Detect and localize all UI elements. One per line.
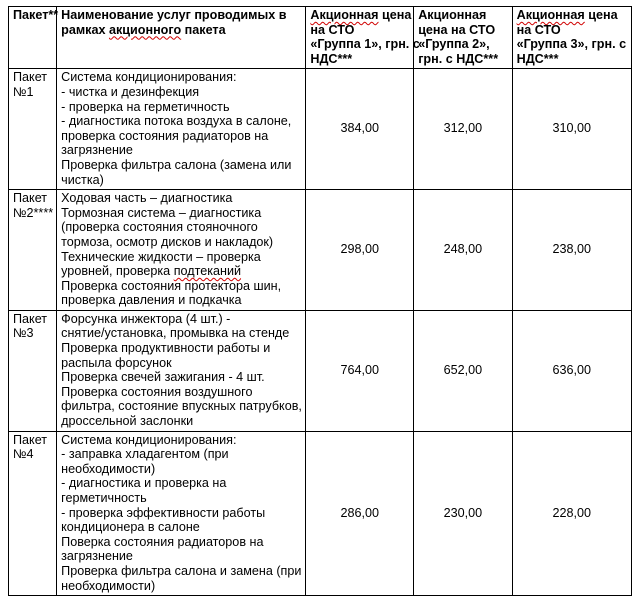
service-flagged-word: подтеканий bbox=[173, 264, 242, 279]
services-cell bbox=[57, 431, 306, 596]
package-cell bbox=[9, 190, 57, 311]
package-label: Пакет bbox=[13, 311, 48, 326]
service-line: необходимости) bbox=[61, 461, 156, 476]
service-line: Система кондиционирования: bbox=[61, 70, 237, 85]
service-line: - проверка на герметичность bbox=[61, 99, 230, 114]
service-line: Тормозная система – диагностика bbox=[61, 205, 262, 220]
header-group1 bbox=[306, 7, 420, 69]
service-line: - диагностика и проверка на bbox=[61, 476, 227, 491]
package-number: №3 bbox=[13, 326, 34, 341]
service-line: загрязнение bbox=[61, 143, 133, 158]
services-cell bbox=[57, 190, 306, 311]
price-group3: 310,00 bbox=[512, 69, 631, 190]
header-group1-line: НДС*** bbox=[310, 51, 353, 66]
price-group2: 652,00 bbox=[414, 310, 512, 431]
service-line bbox=[61, 264, 301, 279]
package-number: №2**** bbox=[13, 205, 54, 220]
package-cell bbox=[9, 431, 57, 596]
header-group3-flagged-word: Акционная bbox=[516, 8, 585, 22]
header-package bbox=[9, 7, 57, 69]
package-number: №4 bbox=[13, 447, 34, 462]
services-cell bbox=[57, 69, 306, 190]
service-line: дроссельной заслонки bbox=[61, 414, 194, 429]
price-group2: 312,00 bbox=[414, 69, 512, 190]
package-label: Пакет bbox=[13, 191, 48, 206]
header-group3-line: на СТО bbox=[516, 22, 561, 37]
header-group2-line: грн. с НДС*** bbox=[418, 51, 499, 66]
header-group3-text: цена bbox=[584, 8, 618, 22]
package-cell bbox=[9, 69, 57, 190]
table-row bbox=[9, 431, 632, 596]
package-number: №1 bbox=[13, 84, 34, 99]
header-group1-line: на СТО bbox=[310, 22, 355, 37]
header-services-flagged-word: акционного bbox=[108, 22, 182, 37]
price-group1: 764,00 bbox=[306, 310, 414, 431]
service-line: необходимости) bbox=[61, 578, 156, 593]
header-group1-flagged-word: Акционная bbox=[310, 8, 379, 22]
service-line: Проверка состояния воздушного bbox=[61, 384, 253, 399]
header-row bbox=[9, 7, 632, 69]
header-group3-line bbox=[517, 8, 627, 23]
price-group3: 228,00 bbox=[512, 431, 631, 596]
service-line: Поверка состояния радиаторов на bbox=[61, 534, 264, 549]
service-line: - чистка и дезинфекция bbox=[61, 84, 200, 99]
header-package-text: Пакет bbox=[13, 8, 49, 22]
package-cell bbox=[9, 310, 57, 431]
service-text: уровней, проверка bbox=[61, 264, 174, 279]
header-services-text: пакета bbox=[181, 22, 226, 37]
header-group3 bbox=[512, 7, 631, 69]
price-group2: 248,00 bbox=[414, 190, 512, 311]
pricing-table bbox=[8, 6, 632, 596]
service-line: Ходовая часть – диагностика bbox=[61, 191, 233, 206]
service-line: (проверка состояния стояночного bbox=[61, 220, 258, 235]
price-group1: 384,00 bbox=[306, 69, 414, 190]
header-services-text: рамках bbox=[61, 22, 109, 37]
service-line: фильтра, состояние впускных патрубков, bbox=[61, 399, 302, 414]
service-line: - заправка хладагентом (при bbox=[61, 447, 229, 462]
price-group1: 286,00 bbox=[306, 431, 414, 596]
service-line: загрязнение bbox=[61, 549, 133, 564]
header-group2-line: «Группа 2», bbox=[418, 37, 490, 52]
header-services-line bbox=[61, 23, 301, 38]
table-row bbox=[9, 310, 632, 431]
services-cell bbox=[57, 310, 306, 431]
header-group1-line: «Группа 1», грн. с bbox=[310, 37, 420, 52]
service-line: - диагностика потока воздуха в салоне, bbox=[61, 114, 292, 129]
service-line: Форсунка инжектора (4 шт.) - bbox=[61, 311, 231, 326]
service-line: Проверка состояния протектора шин, bbox=[61, 278, 282, 293]
service-line: кондиционера в салоне bbox=[61, 520, 200, 535]
service-line: снятие/установка, промывка на стенде bbox=[61, 326, 290, 341]
package-label: Пакет bbox=[13, 432, 48, 447]
service-line: Проверка фильтра салона (замена или bbox=[61, 157, 292, 172]
service-line: распыла форсунок bbox=[61, 355, 172, 370]
header-group1-text: цена bbox=[378, 8, 412, 22]
package-label: Пакет bbox=[13, 70, 48, 85]
service-line: чистка) bbox=[61, 172, 104, 187]
header-group2-line: цена на СТО bbox=[418, 22, 496, 37]
service-line: - проверка эффективности работы bbox=[61, 505, 266, 520]
header-group3-line: «Группа 3», грн. с bbox=[516, 37, 627, 52]
table-row bbox=[9, 69, 632, 190]
service-line: Проверка свечей зажигания - 4 шт. bbox=[61, 370, 265, 385]
price-group3: 238,00 bbox=[512, 190, 631, 311]
header-group1-line bbox=[310, 8, 412, 23]
header-group2 bbox=[414, 7, 512, 69]
header-group3-line: НДС*** bbox=[516, 51, 559, 66]
price-group2: 230,00 bbox=[414, 431, 512, 596]
header-services bbox=[57, 7, 306, 69]
table-row bbox=[9, 190, 632, 311]
service-line: Проверка продуктивности работы и bbox=[61, 341, 271, 356]
service-line: проверка давления и подкачка bbox=[61, 293, 242, 308]
header-package-mark: ** bbox=[48, 8, 59, 22]
service-line: тормоза, осмотр дисков и накладок) bbox=[61, 234, 274, 249]
service-line: Технические жидкости – проверка bbox=[61, 249, 261, 264]
service-line: проверка состояния радиаторов на bbox=[61, 128, 269, 143]
document bbox=[8, 6, 632, 596]
price-group1: 298,00 bbox=[306, 190, 414, 311]
service-line: Система кондиционирования: bbox=[61, 432, 237, 447]
header-services-line: Наименование услуг проводимых в bbox=[61, 8, 287, 22]
service-line: Проверка фильтра салона и замена (при bbox=[61, 563, 302, 578]
price-group3: 636,00 bbox=[512, 310, 631, 431]
header-group2-line: Акционная bbox=[418, 8, 487, 22]
service-line: герметичность bbox=[61, 491, 147, 505]
